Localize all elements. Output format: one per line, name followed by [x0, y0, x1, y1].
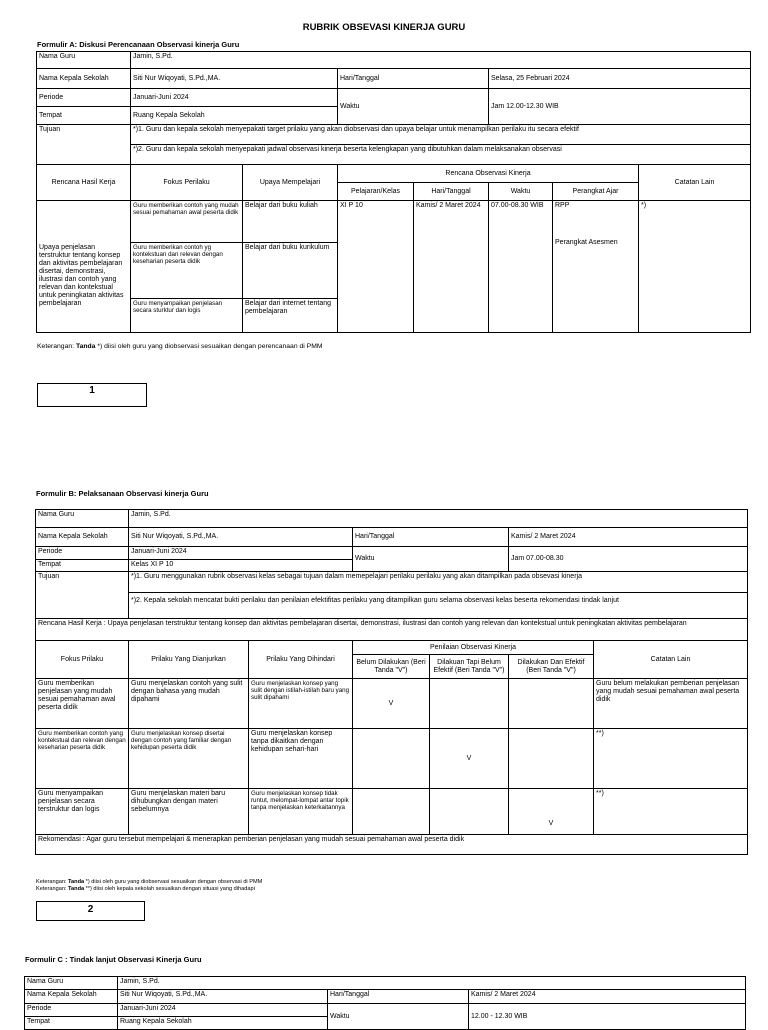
- form-b-row-rekomendasi: [36, 835, 748, 855]
- page-number-box-1: [37, 383, 147, 407]
- b-rencana-hasil-kerja: Rencana Hasil Kerja : Upaya penjelasan terstruktur tentang konsep dan aktivitas pembelajaran disertai, demonstrasi, ilustrasi dan contoh yang relevan dan kontekstual untuk peningkatan aktivitas pembelajaran: [36, 619, 748, 641]
- b-header-efektif: Dilakukan Dan Efektif (Beri Tanda "V"): [509, 655, 594, 679]
- upaya-3: Belajar dari internet tentang pembelajaran: [243, 299, 338, 333]
- b-fokus-1: Guru memberikan penjelasan yang mudah sesuai pemahaman awal peserta didik: [36, 679, 129, 729]
- b-mark-belum-2: [353, 729, 430, 789]
- b-tempat-value: Kelas XI P 10: [129, 560, 353, 572]
- header-catatan: Catatan Lain: [639, 165, 751, 201]
- c-tempat-label: Tempat: [25, 1017, 118, 1030]
- form-a-row-periode: [37, 89, 751, 107]
- b-tujuan-1: *)1. Guru menggunakan rubrik observasi kelas sebagai tujuan dalam memepelajari perilaku perilaku yang akan ditampilkan pada obsevasi kinerja: [129, 572, 748, 593]
- form-a-heading: Formulir A: Diskusi Perencanaan Observasi kinerja Guru: [37, 40, 240, 49]
- form-a-body-row-1: [37, 201, 751, 243]
- page-number-2: 2: [87, 904, 94, 915]
- b-dianjurkan-1: Guru menjelaskan contoh yang sulit dengan bahasa yang mudah dipahami: [129, 679, 249, 729]
- hari-label: Hari/Tanggal: [338, 69, 489, 89]
- form-c-table: [24, 976, 746, 1030]
- b-waktu-value: Jam 07.00-08.30: [509, 547, 748, 572]
- b-header-dianjurkan: Prilaku Yang Dianjurkan: [129, 641, 249, 679]
- perangkat-spacer: [555, 210, 636, 239]
- c-waktu-value: 12.00 - 12.30 WIB: [469, 1004, 746, 1030]
- b-tujuan-label: Tujuan: [36, 572, 129, 619]
- catatan-lain: *): [639, 201, 751, 333]
- b-dianjurkan-3: Guru menjelaskan materi baru dihubungkan dengan materi sebelumnya: [129, 789, 249, 835]
- b-mark-belum-3: [353, 789, 430, 835]
- form-b-header-row-1: [36, 641, 748, 655]
- b-mark-tapi-3: [430, 789, 509, 835]
- fokus-2: Guru memberikan contoh yg kontekstuan dan relevan dengan keseharian peserta didik: [131, 243, 243, 299]
- b-nama-guru-value: Jamin, S.Pd.: [129, 510, 748, 528]
- b-rekomendasi: Rekomendasi : Agar guru tersebut mempelajari & menerapkan pemberian penjelasan yang mudah sesuai pemahaman awal peserta didik: [36, 835, 748, 855]
- b-waktu-label: Waktu: [353, 547, 509, 572]
- form-c-row-periode: [25, 1004, 746, 1017]
- b-header-catatan: Catatan Lain: [594, 641, 748, 679]
- perangkat-ajar: [553, 201, 639, 333]
- header-perangkat: Perangkat Ajar: [553, 183, 639, 201]
- form-a-row-nama-guru: [37, 52, 751, 69]
- periode-label: Periode: [37, 89, 131, 107]
- b-header-tapi: Dilakuan Tapi Belum Efektif (Beri Tanda "V"): [430, 655, 509, 679]
- form-b-keterangan-2: Keterangan: Tanda **) diisi oleh kepala sekolah sesuaikan dengan situasi yang dihadapi: [36, 886, 255, 892]
- b-fokus-3: Guru menyampaikan penjelasan secara terstruktur dan logis: [36, 789, 129, 835]
- perangkat-2: Perangkat Asesmen: [555, 239, 618, 246]
- form-b-row-tujuan-2: [36, 593, 748, 619]
- c-tempat-value: Ruang Kepala Sekolah: [118, 1017, 328, 1030]
- b-periode-label: Periode: [36, 547, 129, 560]
- form-a-table: [36, 51, 751, 333]
- c-nama-guru-value: Jamin, S.Pd.: [118, 977, 746, 990]
- table-row: [36, 679, 748, 729]
- b-catatan-3: **): [594, 789, 748, 835]
- header-rencana: Rencana Hasil Kerja: [37, 165, 131, 201]
- b-mark-efektif-2: [509, 729, 594, 789]
- b-tempat-label: Tempat: [36, 560, 129, 572]
- c-hari-label: Hari/Tanggal: [328, 990, 469, 1004]
- b-tujuan-2: *)2. Kepala sekolah mencatat bukti perilaku dan penilaian efektifitas perilaku yang ditampilkan guru selama observasi kelas beserta rekomendasi tindak lanjut: [129, 593, 748, 619]
- tujuan-1: *)1. Guru dan kepala sekolah menyepakati target prilaku yang akan diobservasi dan upaya belajar untuk menampilkan perilaku itu secara efektif: [131, 125, 751, 145]
- b-catatan-2: **): [594, 729, 748, 789]
- header-rencana-observasi: Rencana Observasi Kinerja: [338, 165, 639, 183]
- hari-tanggal: Kamis/ 2 Maret 2024: [414, 201, 489, 333]
- table-row: [36, 729, 748, 789]
- b-mark-efektif-1: [509, 679, 594, 729]
- fokus-3: Guru menyampaikan penjelasan secara sturktur dan logis: [131, 299, 243, 333]
- tempat-label: Tempat: [37, 107, 131, 125]
- form-b-heading: Formulir B: Pelaksanaan Observasi kinerja Guru: [36, 489, 209, 498]
- b-hari-value: Kamis/ 2 Maret 2024: [509, 528, 748, 547]
- form-b-row-rencana: [36, 619, 748, 641]
- c-kepala-label: Nama Kepala Sekolah: [25, 990, 118, 1004]
- form-b-keterangan-1: Keterangan: Tanda *) diisi oleh guru yang diobservasi sesuaikan dengan observasi di PMM: [36, 879, 263, 885]
- form-b-row-kepala: [36, 528, 748, 547]
- c-periode-value: Januari-Juni 2024: [118, 1004, 328, 1017]
- b-header-dihindari: Prilaku Yang Dihindari: [249, 641, 353, 679]
- waktu-label: Waktu: [338, 89, 489, 125]
- rencana-hasil-kerja: Upaya penjelasan terstruktur tentang konsep dan aktivitas pembelajaran disertai, demonstrasi, ilustrasi dan contoh yang relevan dan kontekstual untuk peningkatan aktivitas pembelajaran: [37, 201, 131, 333]
- tempat-value: Ruang Kepala Sekolah: [131, 107, 338, 125]
- form-c-row-kepala: [25, 990, 746, 1004]
- upaya-1: Belajar dari buku kuliah: [243, 201, 338, 243]
- c-nama-guru-label: Nama Guru: [25, 977, 118, 990]
- header-upaya: Upaya Mempelajari: [243, 165, 338, 201]
- b-kepala-value: Siti Nur Wiqoyati, S.Pd.,MA.: [129, 528, 353, 547]
- b-dihindari-1: Guru menjelaskan konsep yang sulit dengan istilah-istilah baru yang sulit dipahami: [249, 679, 353, 729]
- c-periode-label: Periode: [25, 1004, 118, 1017]
- header-fokus: Fokus Perilaku: [131, 165, 243, 201]
- b-header-belum: Belum Dilakukan (Beri Tanda "V"): [353, 655, 430, 679]
- b-dihindari-3: Guru menjelaskan konsep tidak runtut, melompat-lompat antar topik tanpa menjelaskan keterkaitannya: [249, 789, 353, 835]
- page-number-1: 1: [89, 385, 95, 396]
- perangkat-1: RPP: [555, 202, 570, 209]
- b-mark-belum-1: V: [353, 679, 430, 729]
- b-header-penilaian: Penilaian Observasi Kinerja: [353, 641, 594, 655]
- c-kepala-value: Siti Nur Wiqoyati, S.Pd.,MA.: [118, 990, 328, 1004]
- hari-value: Selasa, 25 Februari 2024: [489, 69, 751, 89]
- fokus-1: Guru memberikan contoh yang mudah sesuai pemahaman awal peserta didik: [131, 201, 243, 243]
- form-b-row-periode: [36, 547, 748, 560]
- form-c-heading: Formulir C : Tindak lanjut Observasi Kinerja Guru: [25, 955, 202, 964]
- c-hari-value: Kamis/ 2 Maret 2024: [469, 990, 746, 1004]
- tujuan-label: Tujuan: [37, 125, 131, 165]
- b-kepala-label: Nama Kepala Sekolah: [36, 528, 129, 547]
- nama-guru-value: Jamin, S.Pd.: [131, 52, 751, 69]
- tujuan-2: *)2. Guru dan kepala sekolah menyepakati jadwal observasi kinerja beserta kelengkapan yang dibutuhkan dalam melaksanakan observasi: [131, 145, 751, 165]
- page-number-box-2: [36, 901, 145, 921]
- b-periode-value: Januari-Juni 2024: [129, 547, 353, 560]
- form-a-row-kepala: [37, 69, 751, 89]
- b-dianjurkan-2: Guru menjelaskan konsep disertai dengan contoh yang familiar dengan kehidupan peserta didik: [129, 729, 249, 789]
- form-a-row-tujuan-1: [37, 125, 751, 145]
- form-c-row-nama-guru: [25, 977, 746, 990]
- header-hari: Hari/Tanggal: [414, 183, 489, 201]
- b-mark-tapi-2: V: [430, 729, 509, 789]
- pelajaran-kelas: XI P 10: [338, 201, 414, 333]
- kepala-value: Siti Nur Wiqoyati, S.Pd.,MA.: [131, 69, 338, 89]
- header-pelajaran: Pelajaran/Kelas: [338, 183, 414, 201]
- c-waktu-label: Waktu: [328, 1004, 469, 1030]
- waktu-observasi: 07.00-08.30 WIB: [489, 201, 553, 333]
- form-b-table: [35, 509, 748, 855]
- form-b-row-tujuan-1: [36, 572, 748, 593]
- b-header-fokus: Fokus Prilaku: [36, 641, 129, 679]
- b-catatan-1: Guru belum melakukan pemberian penjelasan yang mudah sesuai pemahaman awal peserta didik: [594, 679, 748, 729]
- waktu-value: Jam 12.00-12.30 WIB: [489, 89, 751, 125]
- document-title: RUBRIK OBSEVASI KINERJA GURU: [302, 22, 466, 33]
- header-waktu: Waktu: [489, 183, 553, 201]
- b-mark-efektif-3: V: [509, 789, 594, 835]
- table-row: [36, 789, 748, 835]
- nama-guru-label: Nama Guru: [37, 52, 131, 69]
- kepala-label: Nama Kepala Sekolah: [37, 69, 131, 89]
- b-dihindari-2: Guru menjelaskan konsep tanpa dikaitkan dengan kehidupan sehari-hari: [249, 729, 353, 789]
- form-a-header-row-1: [37, 165, 751, 183]
- upaya-2: Belajar dari buku kurikulum: [243, 243, 338, 299]
- b-nama-guru-label: Nama Guru: [36, 510, 129, 528]
- periode-value: Januari-Juni 2024: [131, 89, 338, 107]
- b-mark-tapi-1: [430, 679, 509, 729]
- form-a-row-tujuan-2: [37, 145, 751, 165]
- b-fokus-2: Guru memberikan contoh yang kontekstual dan relevan dengan keseharian peserta didik: [36, 729, 129, 789]
- form-a-keterangan: Keterangan: Tanda *) diisi oleh guru yang diobservasi sesuaikan dengan perencanaan di PMM: [37, 343, 323, 350]
- form-b-row-nama-guru: [36, 510, 748, 528]
- b-hari-label: Hari/Tanggal: [353, 528, 509, 547]
